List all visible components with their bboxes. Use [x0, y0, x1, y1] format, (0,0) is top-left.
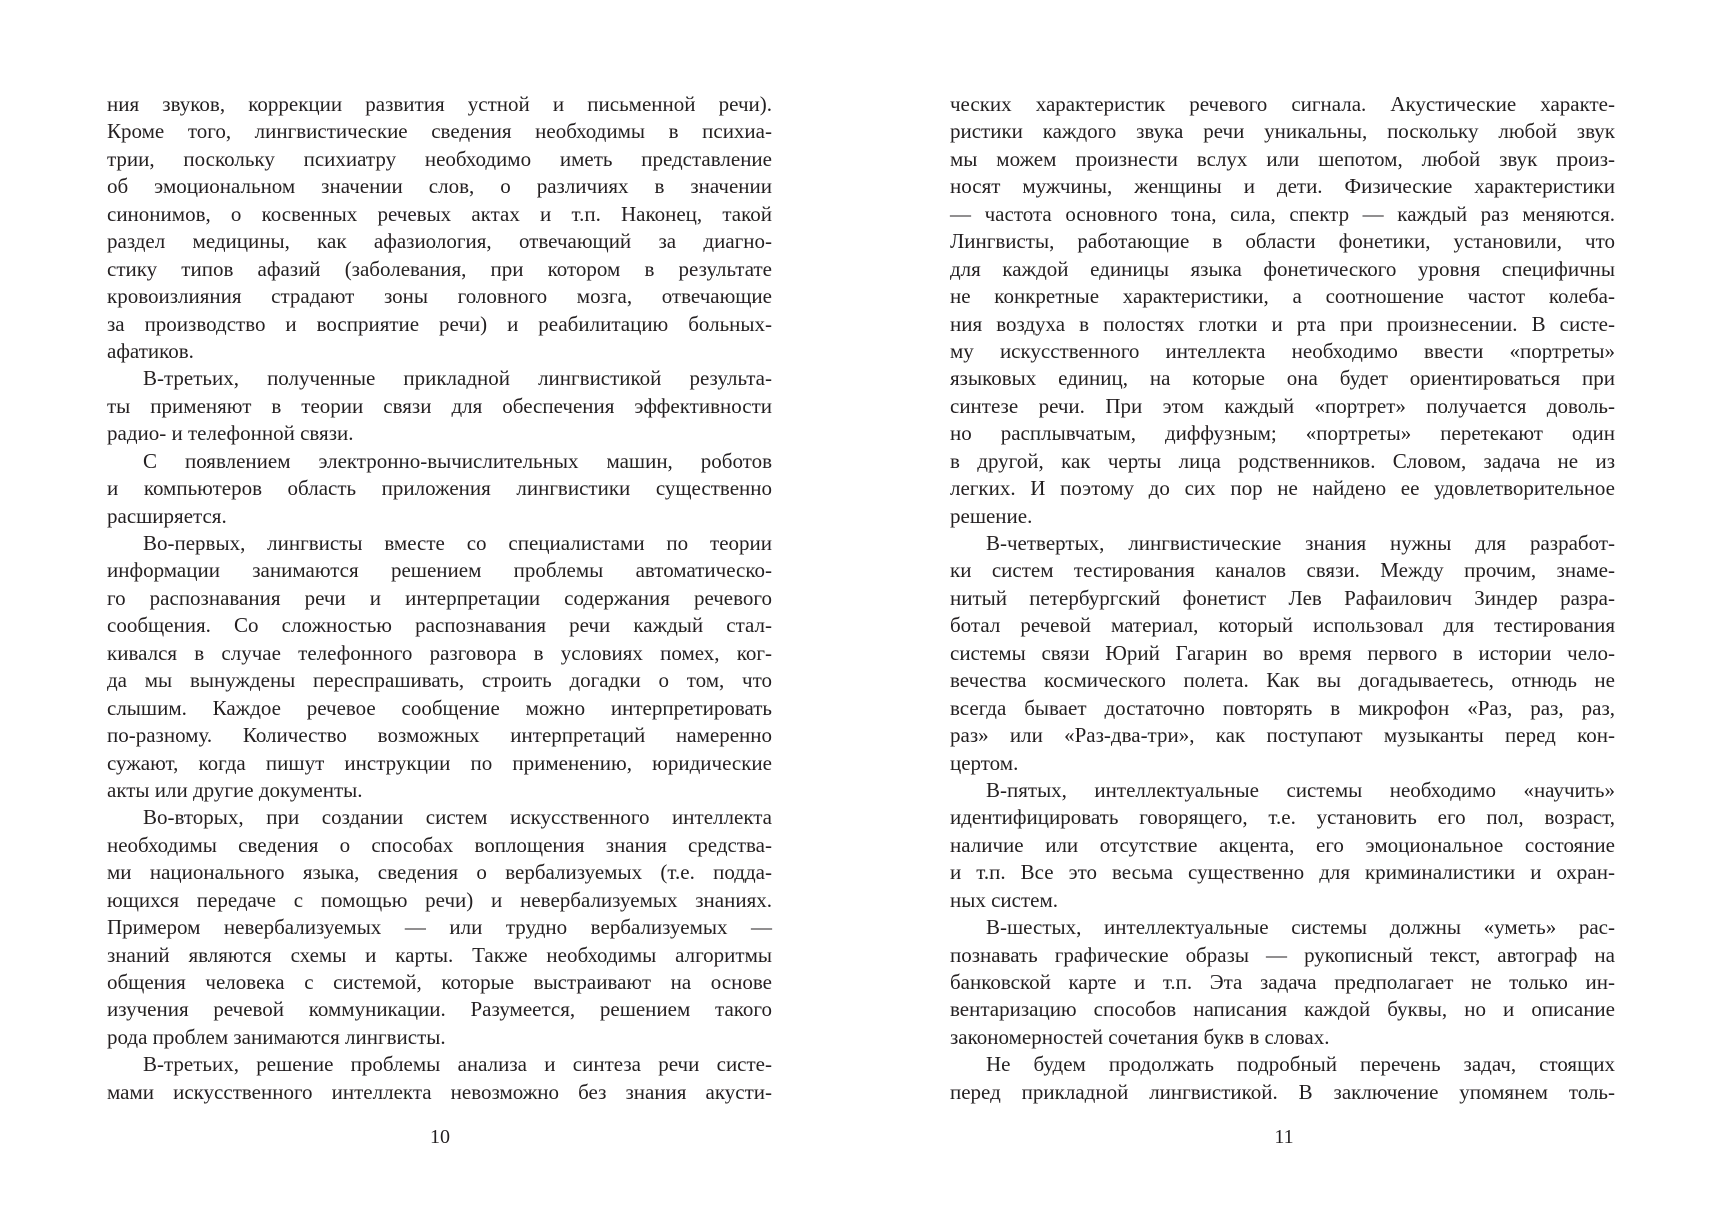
text-line: идентифицировать говорящего, т.е. установить его пол, возраст, — [950, 805, 1615, 830]
text-line: акты или другие документы. — [107, 777, 363, 802]
text-line: Примером невербализуемых — или трудно вербализуемых — — [107, 915, 772, 940]
text-line: за производство и восприятие речи) и реабилитацию больных- — [107, 311, 772, 336]
text-line: и компьютеров область приложения лингвистики существенно — [107, 476, 772, 501]
paragraph — [950, 530, 1615, 777]
text-line: наличие или отсутствие акцента, его эмоциональное состояние — [950, 832, 1615, 857]
text-line: расширяется. — [107, 503, 227, 528]
text-line: мами искусственного интеллекта невозможно без знания акусти- — [107, 1079, 772, 1104]
text-line: информации занимаются решением проблемы автоматическо- — [107, 558, 772, 583]
paragraph — [107, 365, 772, 447]
text-line: мы можем произнести вслух или шепотом, любой звук произ- — [950, 146, 1615, 171]
text-line: Во-вторых, при создании систем искусственного интеллекта — [143, 805, 772, 830]
text-line: раздел медицины, как афазиология, отвечающий за диагно- — [107, 229, 772, 254]
paragraph — [107, 804, 772, 1051]
text-line: знаний являются схемы и карты. Также необходимы алгоритмы — [107, 942, 772, 967]
left-page-text — [107, 91, 772, 1106]
text-line: раз» или «Раз-два-три», как поступают музыканты перед кон- — [950, 723, 1615, 748]
text-line: В-третьих, решение проблемы анализа и синтеза речи систе- — [143, 1052, 772, 1077]
text-line: и т.п. Все это весьма существенно для криминалистики и охран- — [950, 860, 1615, 885]
text-line: в другой, как черты лица родственников. Словом, задача не из — [950, 448, 1615, 473]
text-line: общения человека с системой, которые выстраивают на основе — [107, 970, 772, 994]
text-line: ки систем тестирования каналов связи. Между прочим, знаме- — [950, 558, 1615, 583]
text-line: му искусственного интеллекта необходимо ввести «портреты» — [950, 338, 1615, 363]
text-line: об эмоциональном значении слов, о различиях в значении — [107, 174, 772, 199]
page-number-left: 10 — [430, 1126, 450, 1148]
text-line: радио- и телефонной связи. — [107, 421, 354, 446]
text-line: Лингвисты, работающие в области фонетики, установили, что — [950, 229, 1615, 254]
text-line: рода проблем занимаются лингвисты. — [107, 1024, 446, 1049]
text-line: С появлением электронно-вычислительных машин, роботов — [143, 448, 772, 473]
paragraph — [107, 448, 772, 530]
text-line: ных систем. — [950, 887, 1059, 912]
text-line: цертом. — [950, 750, 1019, 775]
text-line: да мы вынуждены переспрашивать, строить догадки о том, что — [107, 668, 772, 693]
text-line: В-шестых, интеллектуальные системы должны «уметь» рас- — [986, 915, 1615, 940]
text-line: Кроме того, лингвистические сведения необходимы в психиа- — [107, 119, 772, 144]
right-page-text — [950, 91, 1615, 1106]
text-line: кивался в случае телефонного разговора в условиях помех, ког- — [107, 640, 772, 665]
text-line: вентаризацию способов написания каждой буквы, но и описание — [950, 997, 1615, 1022]
text-line: ния воздуха в полостях глотки и рта при произнесении. В систе- — [950, 311, 1615, 336]
paragraph — [950, 777, 1615, 914]
paragraph — [950, 1051, 1615, 1106]
text-line: синонимов, о косвенных речевых актах и т.п. Наконец, такой — [107, 201, 772, 226]
text-line: слышим. Каждое речевое сообщение можно интерпретировать — [107, 695, 772, 720]
paragraph — [950, 91, 1615, 530]
text-line: всегда бывает достаточно повторять в микрофон «Раз, раз, раз, — [950, 695, 1615, 720]
paragraph — [107, 1051, 772, 1106]
text-line: не конкретные характеристики, а соотношение частот колеба- — [950, 284, 1615, 309]
text-line: но расплывчатым, диффузным; «портреты» перетекают один — [950, 421, 1615, 446]
text-line: ботал речевой материал, который использовал для тестирования — [950, 613, 1615, 638]
text-line: стику типов афазий (заболевания, при котором в результате — [107, 256, 772, 281]
text-line: В-четвертых, лингвистические знания нужны для разработ- — [986, 531, 1615, 555]
text-line: нитый петербургский фонетист Лев Рафаилович Зиндер разра- — [950, 585, 1615, 610]
text-line: сообщения. Со сложностью распознавания речи каждый стал- — [107, 613, 772, 638]
text-line: закономерностей сочетания букв в словах. — [950, 1024, 1330, 1049]
text-line: ристики каждого звука речи уникальны, поскольку любой звук — [950, 119, 1615, 144]
text-line: перед прикладной лингвистикой. В заключение упомянем толь- — [950, 1079, 1615, 1104]
page-number-right: 11 — [1274, 1126, 1294, 1148]
text-line: изучения речевой коммуникации. Разумеется, решением такого — [107, 997, 772, 1022]
text-line: банковской карте и т.п. Эта задача предполагает не только ин- — [950, 970, 1615, 994]
text-line: для каждой единицы языка фонетического уровня специфичны — [950, 256, 1615, 281]
text-line: трии, поскольку психиатру необходимо иметь представление — [107, 146, 772, 171]
text-line: системы связи Юрий Гагарин во время первого в истории чело- — [950, 640, 1615, 665]
left-page — [0, 0, 856, 1211]
text-line: вечества космического полета. Как вы догадываетесь, отнюдь не — [950, 668, 1615, 693]
text-line: афатиков. — [107, 338, 194, 363]
text-line: необходимы сведения о способах воплощения знания средства- — [107, 832, 772, 857]
text-line: познавать графические образы — рукописный текст, автограф на — [950, 942, 1615, 967]
text-line: сужают, когда пишут инструкции по применению, юридические — [107, 750, 772, 775]
text-line: Не будем продолжать подробный перечень задач, стоящих — [986, 1052, 1615, 1077]
text-line: ния звуков, коррекции развития устной и письменной речи). — [107, 92, 772, 116]
text-line: го распознавания речи и интерпретации содержания речевого — [107, 585, 772, 610]
text-line: языковых единиц, на которые она будет ориентироваться при — [950, 366, 1615, 391]
paragraph — [107, 530, 772, 804]
text-line: по-разному. Количество возможных интерпретаций намеренно — [107, 723, 772, 748]
text-line: кровоизлияния страдают зоны головного мозга, отвечающие — [107, 284, 772, 309]
text-line: ческих характеристик речевого сигнала. Акустические характе- — [950, 92, 1615, 116]
text-line: Во-первых, лингвисты вместе со специалистами по теории — [143, 531, 772, 555]
text-line: В-третьих, полученные прикладной лингвистикой результа- — [143, 366, 772, 391]
text-line: решение. — [950, 503, 1033, 528]
text-line: ющихся передаче с помощью речи) и невербализуемых знаниях. — [107, 887, 772, 912]
text-line: носят мужчины, женщины и дети. Физические характеристики — [950, 174, 1615, 199]
paragraph — [107, 91, 772, 365]
text-line: В-пятых, интеллектуальные системы необходимо «научить» — [986, 777, 1615, 802]
text-line: ты применяют в теории связи для обеспечения эффективности — [107, 393, 772, 418]
text-line: легких. И поэтому до сих пор не найдено ее удовлетворительное — [950, 476, 1615, 501]
text-line: ми национального языка, сведения о вербализуемых (т.е. подда- — [107, 860, 772, 885]
text-line: синтезе речи. При этом каждый «портрет» получается доволь- — [950, 393, 1615, 418]
paragraph — [950, 914, 1615, 1051]
text-line: — частота основного тона, сила, спектр — каждый раз меняются. — [950, 201, 1615, 226]
